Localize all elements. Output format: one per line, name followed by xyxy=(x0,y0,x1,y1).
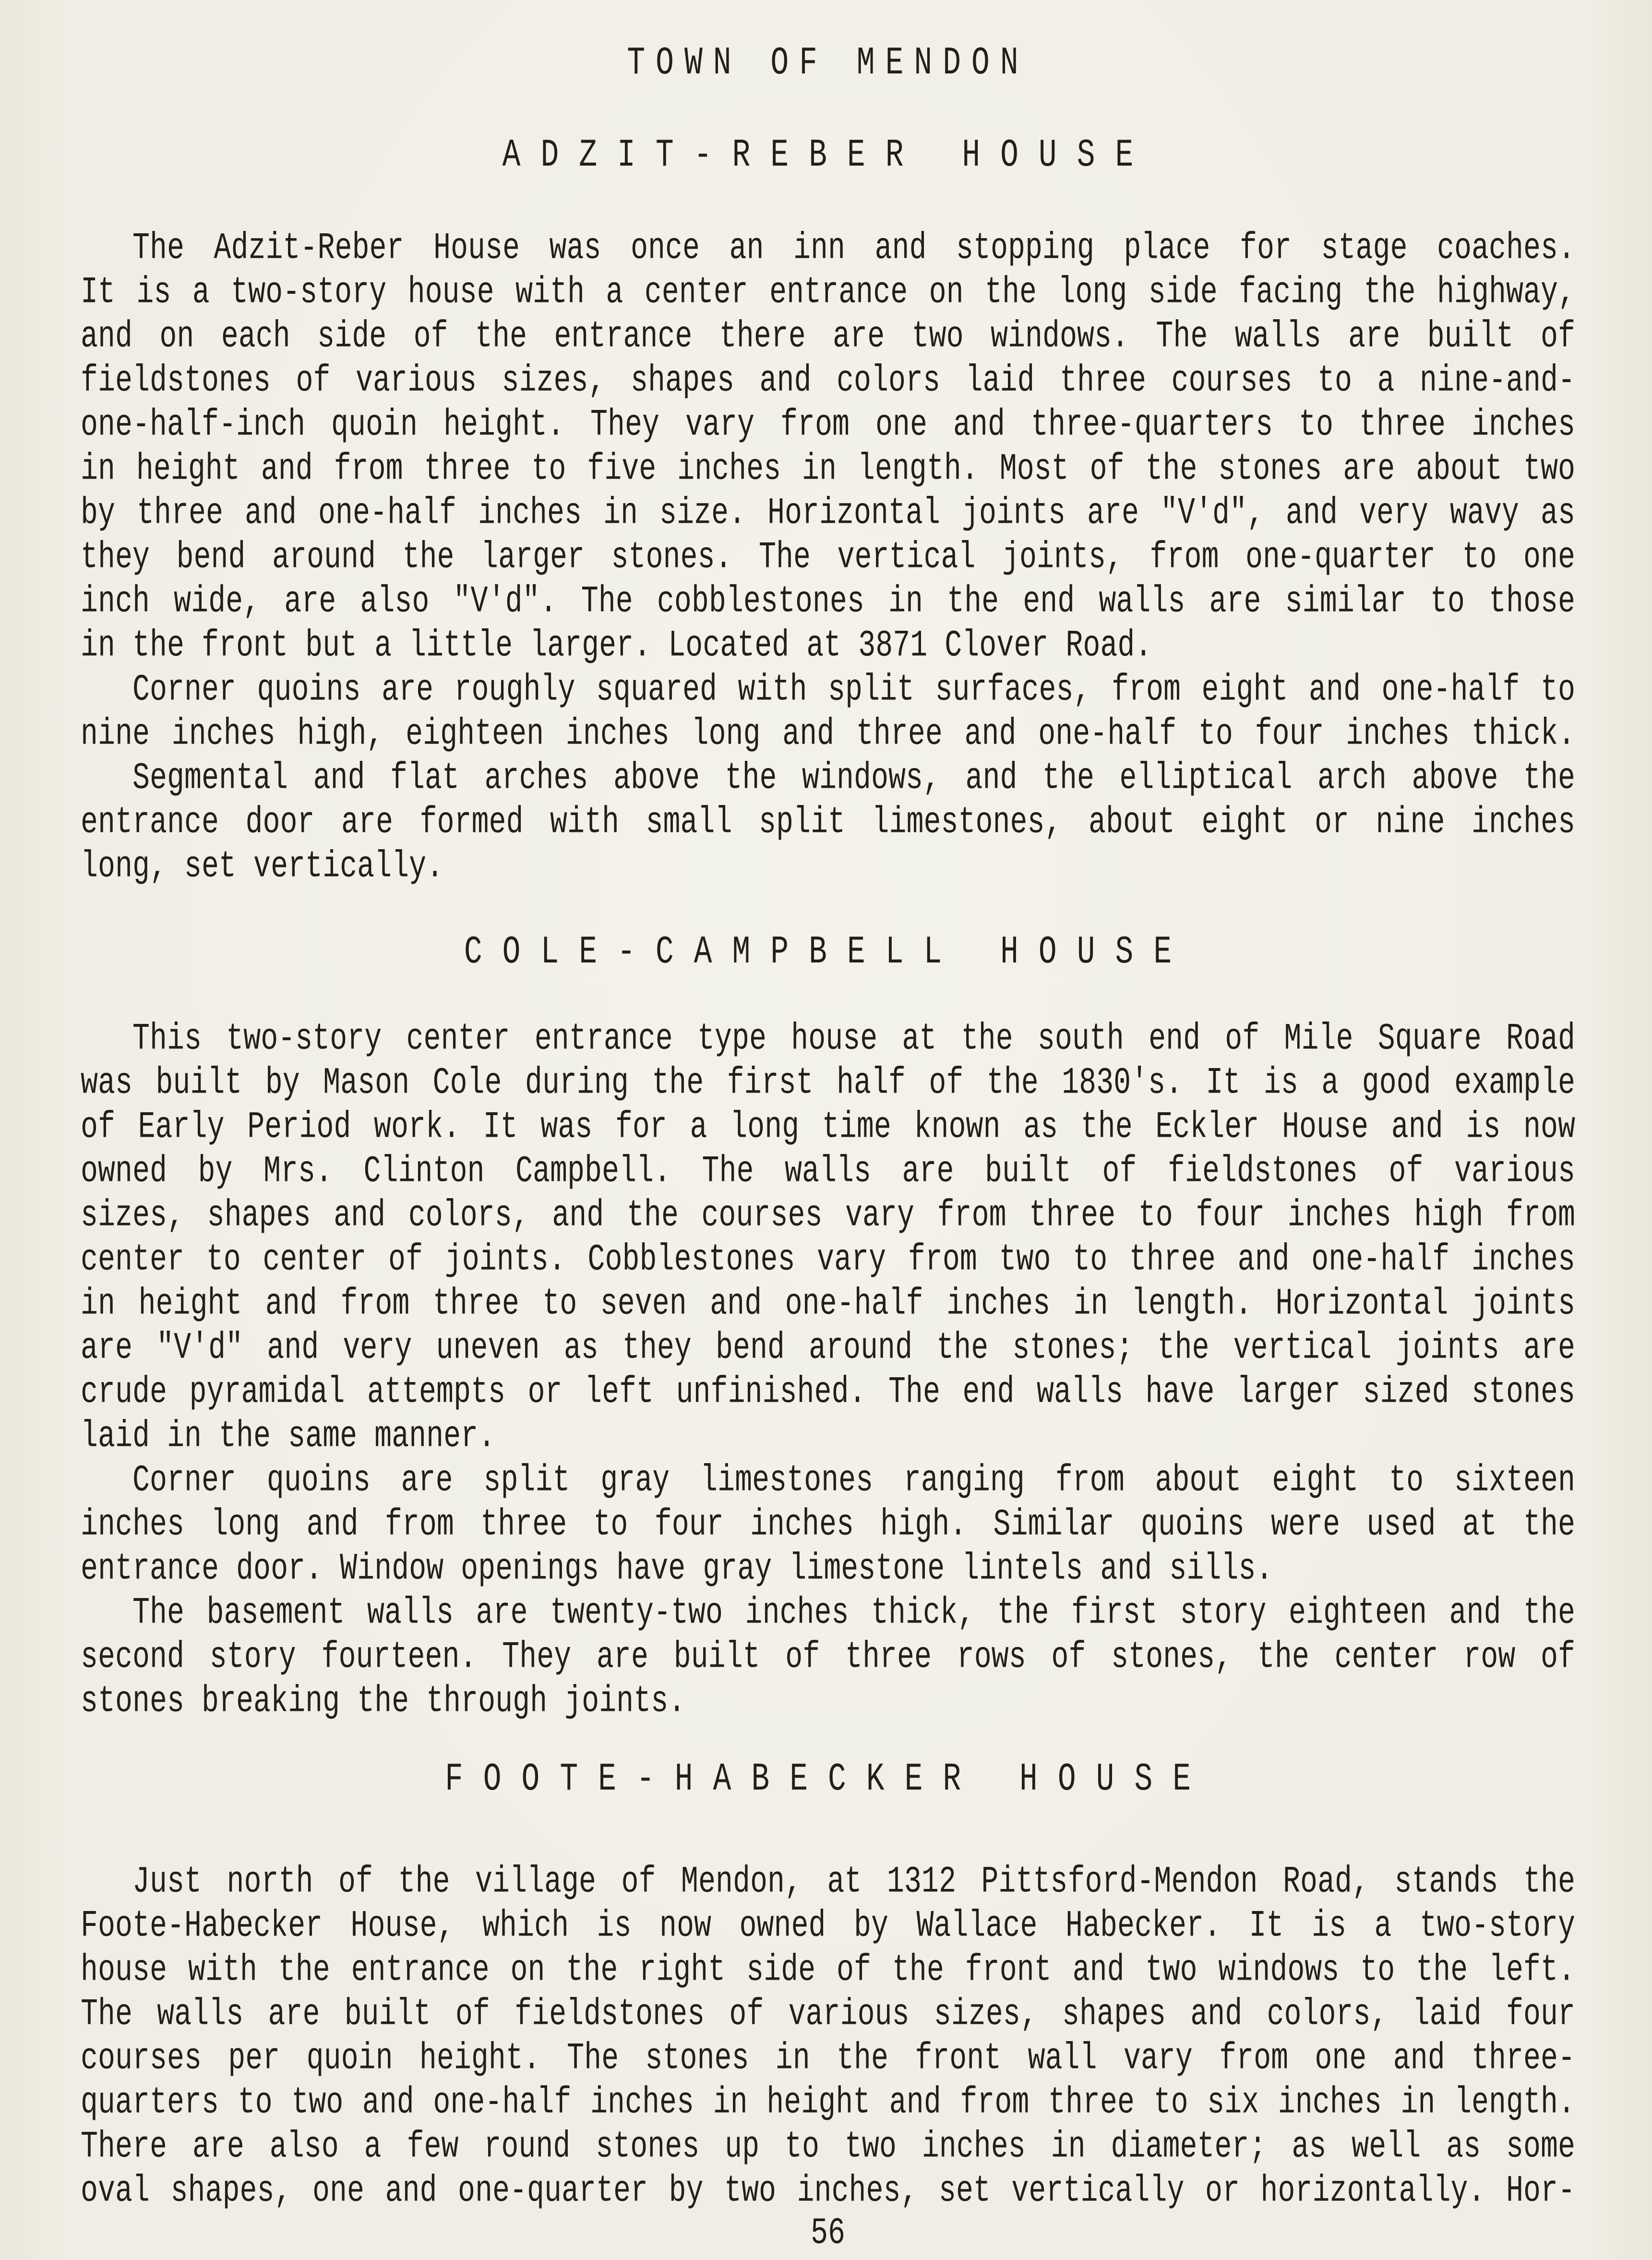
text-line: sizes, shapes and colors, and the courses vary from three to four inches high from xyxy=(81,1194,1575,1238)
paragraph xyxy=(81,1591,1575,1724)
paragraph xyxy=(81,227,1575,668)
text-line: nine inches high, eighteen inches long and three and one-half to four inches thick. xyxy=(81,713,1575,756)
section-heading: FOOTE-HABECKER HOUSE xyxy=(444,1757,1211,1802)
text-line: entrance door. Window openings have gray limestone lintels and sills. xyxy=(81,1548,1273,1591)
text-line: quarters to two and one-half inches in height and from three to six inches in length. xyxy=(81,2081,1575,2125)
text-line: center to center of joints. Cobblestones vary from two to three and one-half inches xyxy=(81,1238,1575,1282)
section-body xyxy=(81,1860,1575,2213)
text-line: of Early Period work. It was for a long time known as the Eckler House and is now xyxy=(81,1106,1575,1149)
text-line: courses per quoin height. The stones in the front wall vary from one and three- xyxy=(81,2037,1575,2080)
text-line: stones breaking the through joints. xyxy=(81,1680,686,1723)
text-line: The basement walls are twenty-two inches thick, the first story eighteen and the xyxy=(132,1592,1575,1635)
text-line: Just north of the village of Mendon, at 1312 Pittsford-Mendon Road, stands the xyxy=(132,1861,1575,1904)
text-line: in the front but a little larger. Located at 3871 Clover Road. xyxy=(81,625,1152,668)
text-line: by three and one-half inches in size. Horizontal joints are "V'd", and very wavy as xyxy=(81,492,1575,535)
text-line: laid in the same manner. xyxy=(81,1415,496,1458)
sections xyxy=(81,133,1575,2213)
paragraph xyxy=(81,1860,1575,2213)
text-line: second story fourteen. They are built of three rows of stones, the center row of xyxy=(81,1636,1575,1679)
text-line: inches long and from three to four inches high. Similar quoins were used at the xyxy=(81,1503,1575,1547)
page-number: 56 xyxy=(810,2212,845,2255)
section-body xyxy=(81,1017,1575,1724)
paragraph xyxy=(81,1017,1575,1459)
text-line: inch wide, are also "V'd". The cobblestones in the end walls are similar to those xyxy=(81,580,1575,624)
page-title: TOWN OF MENDON xyxy=(627,41,1029,85)
text-line: long, set vertically. xyxy=(81,845,444,889)
paragraph xyxy=(81,757,1575,889)
text-line: fieldstones of various sizes, shapes and colors laid three courses to a nine-and- xyxy=(81,360,1575,403)
section-heading: ADZIT-REBER HOUSE xyxy=(502,133,1154,178)
paragraph xyxy=(81,1459,1575,1591)
text-line: This two-story center entrance type house at the south end of Mile Square Road xyxy=(132,1018,1575,1061)
section-body xyxy=(81,227,1575,889)
text-line: Corner quoins are roughly squared with split surfaces, from eight and one-half to xyxy=(132,669,1575,712)
text-line: one-half-inch quoin height. They vary from one and three-quarters to three inches xyxy=(81,404,1575,447)
text-line: Foote-Habecker House, which is now owned by Wallace Habecker. It is a two-story xyxy=(81,1905,1575,1948)
text-line: they bend around the larger stones. The vertical joints, from one-quarter to one xyxy=(81,536,1575,579)
text-line: house with the entrance on the right side of the front and two windows to the left. xyxy=(81,1949,1575,1992)
text-line: was built by Mason Cole during the first half of the 1830's. It is a good example xyxy=(81,1062,1575,1105)
section-cole-campbell-house xyxy=(81,930,1575,1724)
text-line: Segmental and flat arches above the windows, and the elliptical arch above the xyxy=(132,757,1575,800)
section-adzit-reber-house xyxy=(81,133,1575,889)
text-line: Corner quoins are split gray limestones ranging from about eight to sixteen xyxy=(132,1459,1575,1503)
text-line: There are also a few round stones up to two inches in diameter; as well as some xyxy=(81,2126,1575,2169)
paragraph xyxy=(81,668,1575,757)
text-line: entrance door are formed with small split limestones, about eight or nine inches xyxy=(81,801,1575,844)
text-line: The walls are built of fieldstones of various sizes, shapes and colors, laid four xyxy=(81,1993,1575,2036)
text-line: The Adzit-Reber House was once an inn and stopping place for stage coaches. xyxy=(132,227,1575,270)
section-foote-habecker-house xyxy=(81,1757,1575,2213)
text-line: oval shapes, one and one-quarter by two inches, set vertically or horizontally. Hor- xyxy=(81,2170,1575,2213)
section-heading: COLE-CAMPBELL HOUSE xyxy=(464,930,1192,974)
text-line: It is a two-story house with a center entrance on the long side facing the highway, xyxy=(81,271,1575,314)
text-line: in height and from three to five inches in length. Most of the stones are about two xyxy=(81,448,1575,491)
text-line: and on each side of the entrance there are two windows. The walls are built of xyxy=(81,315,1575,359)
text-line: in height and from three to seven and one-half inches in length. Horizontal joints xyxy=(81,1283,1575,1326)
text-line: are "V'd" and very uneven as they bend around the stones; the vertical joints are xyxy=(81,1327,1575,1370)
text-line: owned by Mrs. Clinton Campbell. The walls are built of fieldstones of various xyxy=(81,1150,1575,1193)
text-line: crude pyramidal attempts or left unfinished. The end walls have larger sized stones xyxy=(81,1371,1575,1414)
